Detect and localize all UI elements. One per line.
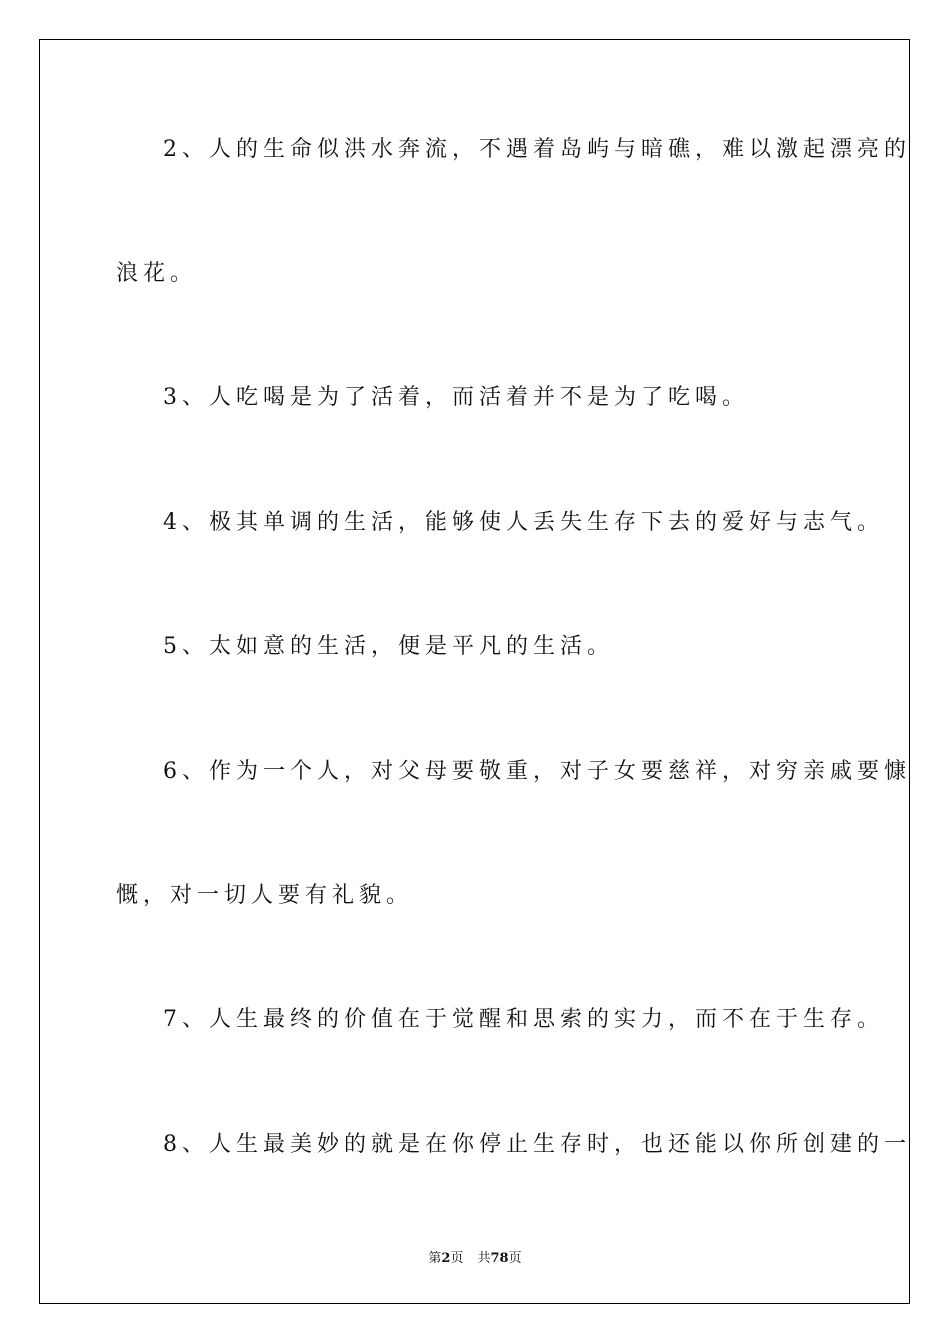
total-prefix: 共 bbox=[477, 1251, 491, 1266]
paragraph-line: 3、人吃喝是为了活着，而活着并不是为了吃喝。 bbox=[163, 385, 749, 410]
paragraph-line: 5、太如意的生活，便是平凡的生活。 bbox=[163, 634, 614, 659]
paragraph-line: 2、人的生命似洪水奔流，不遇着岛屿与暗礁，难以激起漂亮的 bbox=[163, 137, 911, 162]
paragraph-line: 慨，对一切人要有礼貌。 bbox=[116, 883, 414, 908]
paragraph-line: 6、作为一个人，对父母要敬重，对子女要慈祥，对穷亲戚要慷 bbox=[163, 759, 911, 784]
page-number: 2 bbox=[441, 1251, 451, 1266]
page-suffix: 页 bbox=[450, 1251, 464, 1266]
paragraph-line: 7、人生最终的价值在于觉醒和思索的实力，而不在于生存。 bbox=[163, 1007, 884, 1032]
paragraph-line: 8、人生最美妙的就是在你停止生存时，也还能以你所创建的一 bbox=[163, 1132, 911, 1157]
total-suffix: 页 bbox=[508, 1251, 522, 1266]
total-pages: 78 bbox=[490, 1251, 509, 1266]
paragraph-line: 4、极其单调的生活，能够使人丢失生存下去的爱好与志气。 bbox=[163, 510, 884, 535]
page-border bbox=[39, 39, 910, 1304]
page-footer bbox=[0, 1247, 950, 1266]
page-prefix: 第 bbox=[428, 1251, 442, 1266]
paragraph-line: 浪花。 bbox=[116, 261, 198, 286]
